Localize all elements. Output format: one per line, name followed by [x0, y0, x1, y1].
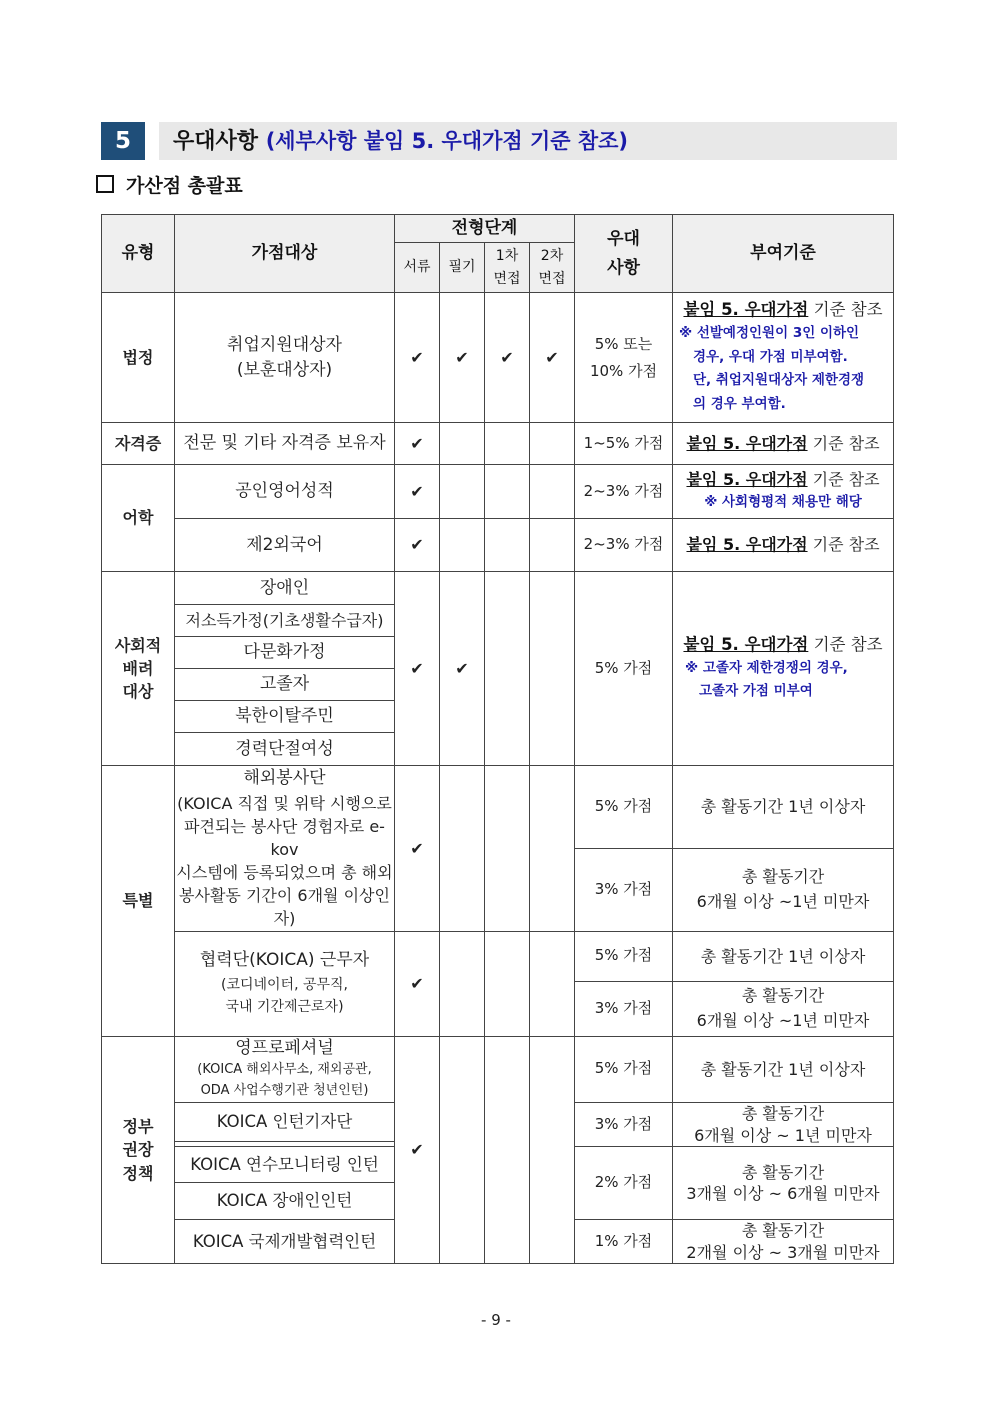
appendix-reference: 붙임 5. 우대가점 — [686, 470, 808, 490]
section-title-main: 우대사항 — [173, 129, 259, 154]
table-row — [102, 293, 894, 423]
header-stage-interview-1: 1차 면접 — [485, 243, 530, 293]
table-row — [102, 572, 894, 605]
check-icon: ✔ — [395, 572, 440, 766]
target-description: (KOICA 직접 및 위탁 시행으로 파견되는 봉사단 경험자로 e-kov 시스템에 등록되었으며 총 해외 봉사활동 기간이 6개월 이상인 자) — [176, 793, 393, 929]
row-preference: 5% 가점 — [575, 1036, 673, 1102]
row-preference: 3% 가점 — [575, 981, 673, 1036]
row-preference: 2% 가점 — [575, 1147, 673, 1220]
header-stage-documents: 서류 — [395, 243, 440, 293]
reference-tail: 기준 참조 — [807, 470, 880, 490]
row-type: 사회적 배려 대상 — [102, 572, 175, 766]
row-preference: 5% 가점 — [575, 931, 673, 981]
row-criteria: 총 활동기간 3개월 이상 ~ 6개월 미만자 — [673, 1147, 894, 1220]
check-icon: ✔ — [530, 293, 575, 423]
row-criteria: 총 활동기간 2개월 이상 ~ 3개월 미만자 — [673, 1220, 894, 1264]
target-description: (코디네이터, 공무직, 국내 기간제근로자) — [220, 976, 348, 1016]
header-type: 유형 — [102, 215, 175, 293]
reference-tail: 기준 참조 — [808, 300, 883, 320]
check-icon: ✔ — [485, 293, 530, 423]
section-title-bar — [159, 122, 897, 160]
subtitle — [96, 171, 243, 198]
row-type: 정부 권장 정책 — [102, 1036, 175, 1264]
row-target: 장애인 — [175, 572, 395, 605]
row-target — [175, 1036, 395, 1102]
target-description: (KOICA 해외사무소, 재외공관, ODA 사업수행기관 청년인턴) — [197, 1062, 372, 1099]
table-row — [102, 465, 894, 519]
row-criteria: 총 활동기간 1년 이상자 — [673, 1036, 894, 1102]
row-criteria — [673, 423, 894, 465]
square-bullet-icon — [96, 175, 114, 193]
row-target: 전문 및 기타 자격증 보유자 — [175, 423, 395, 465]
row-target: 북한이탈주민 — [175, 701, 395, 733]
row-type: 자격증 — [102, 423, 175, 465]
row-criteria: 총 활동기간 6개월 이상 ~ 1년 미만자 — [673, 1103, 894, 1147]
header-stages: 전형단계 — [395, 215, 575, 243]
appendix-reference: 붙임 5. 우대가점 — [683, 634, 809, 654]
row-target: 공인영어성적 — [175, 465, 395, 519]
row-type: 특별 — [102, 766, 175, 1037]
row-criteria — [673, 519, 894, 572]
section-title — [173, 122, 628, 161]
row-preference: 3% 가점 — [575, 848, 673, 931]
target-title: 해외봉사단 — [243, 768, 326, 788]
row-criteria: 총 활동기간 1년 이상자 — [673, 931, 894, 981]
row-criteria: 총 활동기간 6개월 이상 ~1년 미만자 — [673, 848, 894, 931]
row-target: KOICA 장애인인턴 — [175, 1183, 395, 1220]
row-type: 어학 — [102, 465, 175, 572]
header-stage-written: 필기 — [440, 243, 485, 293]
row-note: ※ 사회형평적 채용만 해당 — [704, 494, 862, 511]
row-target: 제2외국어 — [175, 519, 395, 572]
row-note: ※ 선발예정인원이 3인 이하인 경우, 우대 가점 미부여함. 단, 취업지원대상자 제한경쟁 의 경우 부여함. — [679, 325, 865, 413]
check-icon: ✔ — [395, 519, 440, 572]
section-title-reference: (세부사항 붙임 5. 우대가점 기준 참조) — [265, 129, 629, 153]
section-header — [101, 122, 897, 160]
table-row — [102, 1036, 894, 1102]
table-row — [102, 766, 894, 849]
check-icon: ✔ — [395, 931, 440, 1036]
row-preference: 2~3% 가점 — [575, 465, 673, 519]
row-criteria: 총 활동기간 1년 이상자 — [673, 766, 894, 849]
page-number: - 9 - — [481, 1311, 511, 1329]
check-icon: ✔ — [440, 572, 485, 766]
check-icon: ✔ — [395, 766, 440, 932]
row-target: 다문화가정 — [175, 637, 395, 669]
row-target: 취업지원대상자 (보훈대상자) — [175, 293, 395, 423]
check-icon: ✔ — [395, 423, 440, 465]
row-preference: 1~5% 가점 — [575, 423, 673, 465]
row-target: 고졸자 — [175, 669, 395, 701]
reference-tail: 기준 참조 — [807, 535, 880, 555]
row-criteria: 총 활동기간 6개월 이상 ~1년 미만자 — [673, 981, 894, 1036]
header-target: 가점대상 — [175, 215, 395, 293]
row-preference: 1% 가점 — [575, 1220, 673, 1264]
check-icon: ✔ — [395, 1036, 440, 1264]
header-stage-interview-2: 2차 면접 — [530, 243, 575, 293]
subtitle-text: 가산점 총괄표 — [126, 175, 243, 197]
check-icon: ✔ — [395, 293, 440, 423]
row-preference: 2~3% 가점 — [575, 519, 673, 572]
row-target — [175, 766, 395, 932]
table-row — [102, 423, 894, 465]
section-number-badge: 5 — [101, 122, 145, 160]
row-note: ※ 고졸자 제한경쟁의 경우, 고졸자 가점 미부여 — [685, 659, 848, 700]
check-icon: ✔ — [440, 293, 485, 423]
row-type: 법정 — [102, 293, 175, 423]
table-row — [102, 519, 894, 572]
table-row — [102, 931, 894, 981]
row-criteria — [673, 465, 894, 519]
row-target — [175, 931, 395, 1036]
row-preference: 3% 가점 — [575, 1103, 673, 1147]
target-title: 영프로페셔널 — [235, 1037, 334, 1058]
row-target: 저소득가정(기초생활수급자) — [175, 605, 395, 637]
reference-tail: 기준 참조 — [808, 634, 883, 654]
row-target: KOICA 인턴기자단 — [175, 1103, 395, 1142]
row-preference: 5% 가점 — [575, 572, 673, 766]
appendix-reference: 붙임 5. 우대가점 — [686, 535, 808, 555]
row-target: KOICA 국제개발협력인턴 — [175, 1220, 395, 1264]
row-target: KOICA 연수모니터링 인턴 — [175, 1147, 395, 1183]
row-criteria — [673, 293, 894, 423]
bonus-points-table — [101, 214, 894, 1264]
row-preference: 5% 가점 — [575, 766, 673, 849]
header-preference: 우대 사항 — [575, 215, 673, 293]
target-title: 협력단(KOICA) 근무자 — [199, 950, 370, 971]
row-preference: 5% 또는 10% 가점 — [575, 293, 673, 423]
row-target: 경력단절여성 — [175, 733, 395, 766]
reference-tail: 기준 참조 — [807, 433, 880, 453]
header-criteria: 부여기준 — [673, 215, 894, 293]
check-icon: ✔ — [395, 465, 440, 519]
row-criteria — [673, 572, 894, 766]
appendix-reference: 붙임 5. 우대가점 — [686, 433, 808, 453]
appendix-reference: 붙임 5. 우대가점 — [683, 300, 809, 320]
